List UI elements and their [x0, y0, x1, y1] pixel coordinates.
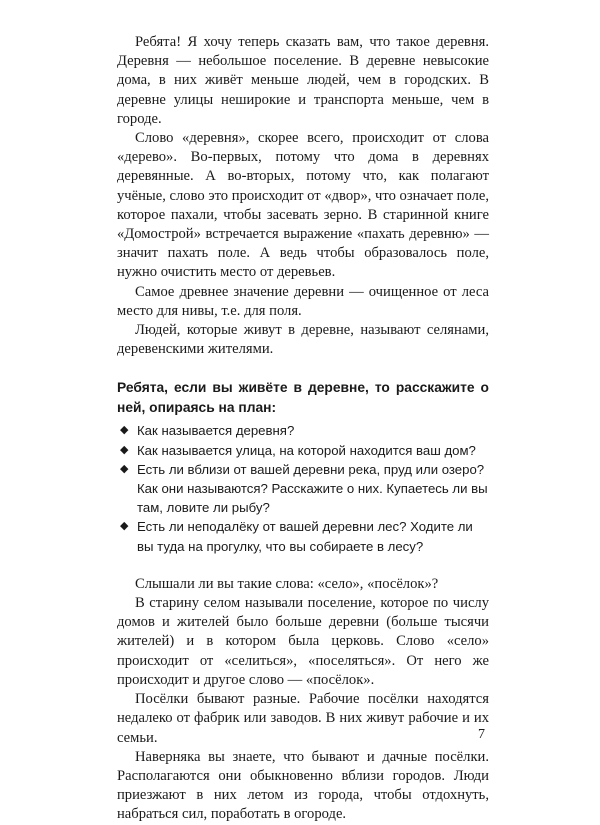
settlements-paragraph: Посёлки бывают разные. Рабочие посёлки находятся недалеко от фабрик или заводов. В них живут рабочие и их семьи.: [117, 691, 489, 746]
diamond-bullet-icon: ◆: [120, 462, 129, 475]
list-item: [117, 441, 489, 460]
plan-item-text: Есть ли неподалёку от вашей деревни лес? Ходите ли вы туда на прогулку, что вы собираете в лесу?: [137, 519, 473, 554]
diamond-bullet-icon: ◆: [120, 443, 129, 456]
task-heading: Ребята, если вы живёте в деревне, то расскажите о ней, опираясь на план:: [117, 380, 489, 415]
plan-item-text: Как называется деревня?: [137, 423, 295, 439]
spacer: [117, 556, 489, 575]
plan-item-text: Есть ли вблизи от вашей деревни река, пруд или озеро? Как они называются? Расскажите о них. Купаетесь ли вы там, ловите ли рыбу?: [137, 461, 488, 516]
list-item: [117, 517, 489, 555]
diamond-bullet-icon: ◆: [120, 424, 129, 437]
plan-item-text: Как называется улица, на которой находится ваш дом?: [137, 442, 476, 458]
residents-paragraph: Людей, которые живут в деревне, называют селянами, деревенскими жителями.: [117, 322, 489, 358]
page-body: [117, 33, 489, 825]
diamond-bullet-icon: ◆: [120, 520, 129, 533]
intro-paragraph: Ребята! Я хочу теперь сказать вам, что такое деревня. Деревня — небольшое поселение. В деревне невысокие дома, в них живёт меньше людей, чем в городских. В деревне улицы неширокие и транспорта меньше, чем в городе.: [117, 34, 489, 127]
question-paragraph: Слышали ли вы такие слова: «село», «посёлок»?: [135, 575, 439, 592]
list-item: [117, 421, 489, 440]
page-number: 7: [478, 727, 485, 742]
dacha-paragraph: Наверняка вы знаете, что бывают и дачные посёлки. Располагаются они обыкновенно вблизи городов. Люди приезжают в них летом из города, чтобы отдохнуть, набраться сил, поработать в огороде.: [117, 748, 489, 823]
etymology-paragraph: Слово «деревня», скорее всего, происходит от слова «дерево». Во-первых, потому что дома в деревнях деревянные. А во-вторых, потому что, как полагают учёные, слово это происходит от «двор», что означает поле, которое пахали, чтобы засевать зерно. В старинной книге «Домострой» встречается выражение «пахать деревню» — значит пахать поле. А ведь чтобы образовалось поле, нужно очистить место от деревьев.: [117, 130, 489, 281]
list-item: [117, 460, 489, 518]
village-paragraph: В старину селом называли поселение, которое по числу домов и жителей было больше деревни (больше тысячи жителей) и в котором была церковь. Слово «село» происходит от «селиться», «поселяться». От него же происходит и другое слово — «посёлок».: [117, 595, 489, 688]
ancient-meaning-paragraph: Самое древнее значение деревни — очищенное от леса место для нивы, т.е. для поля.: [117, 283, 489, 319]
spacer: [117, 359, 489, 378]
plan-list: [117, 421, 489, 555]
